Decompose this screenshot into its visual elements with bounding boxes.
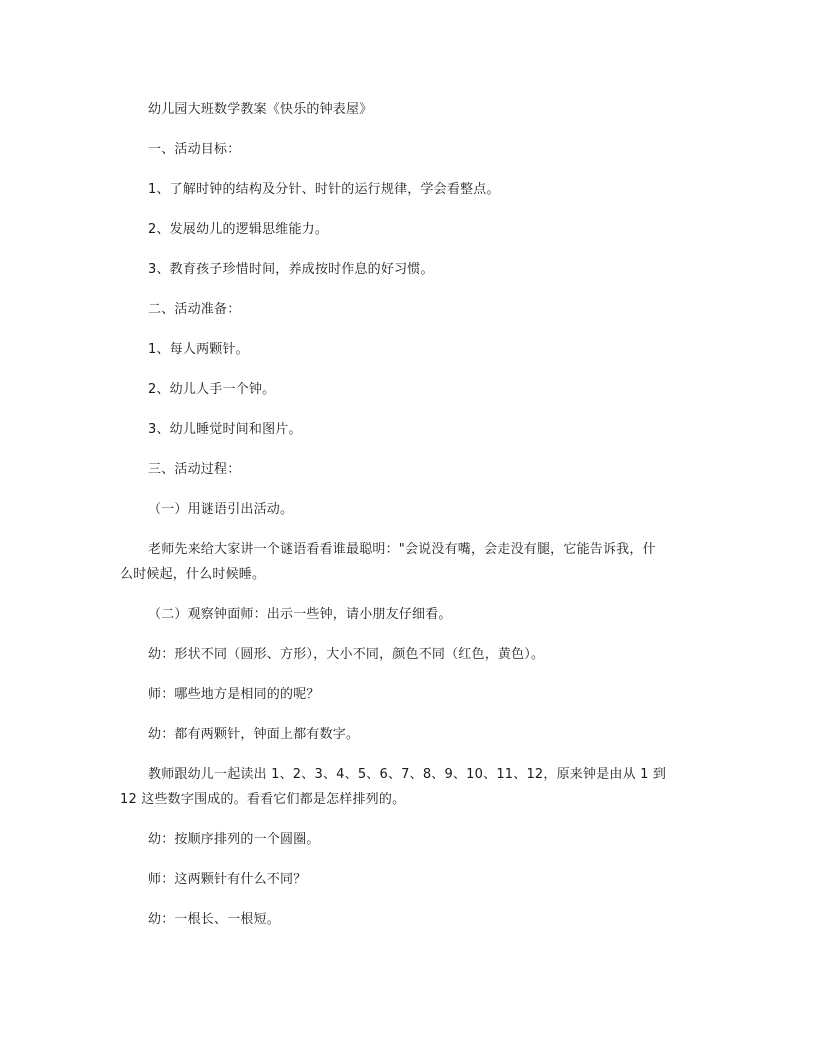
riddle-paragraph-line-2: 么时候起，什么时候睡。 [120,567,266,582]
document-title: 幼儿园大班数学教案《快乐的钟表屋》 [148,102,373,117]
riddle-paragraph-line-1: 老师先来给大家讲一个谜语看看谁最聪明："会说没有嘴，会走没有腿，它能告诉我，什 [148,542,656,557]
dialog-line-4: 幼：按顺序排列的一个圆圈。 [148,832,320,847]
section-heading-goals: 一、活动目标： [148,142,241,157]
numbers-paragraph-line-2: 12 这些数字围成的。看看它们都是怎样排列的。 [120,792,406,807]
dialog-line-2: 师：哪些地方是相同的的呢？ [148,687,320,702]
goal-item-2: 2、发展幼儿的逻辑思维能力。 [148,222,329,237]
step-heading-1: （一）用谜语引出活动。 [148,502,294,517]
prep-item-2: 2、幼儿人手一个钟。 [148,382,276,397]
step-heading-2: （二）观察钟面师：出示一些钟，请小朋友仔细看。 [148,607,452,622]
goal-item-1: 1、了解时钟的结构及分针、时针的运行规律，学会看整点。 [148,182,500,197]
numbers-paragraph-line-1: 教师跟幼儿一起读出 1、2、3、4、5、6、7、8、9、10、11、12，原来钟是由从 1 到 [148,767,667,782]
section-heading-preparation: 二、活动准备： [148,302,241,317]
dialog-line-1: 幼：形状不同（圆形、方形），大小不同，颜色不同（红色，黄色）。 [148,647,545,662]
prep-item-1: 1、每人两颗针。 [148,342,249,357]
dialog-line-3: 幼：都有两颗针，钟面上都有数字。 [148,727,360,742]
prep-item-3: 3、幼儿睡觉时间和图片。 [148,422,302,437]
dialog-line-6: 幼：一根长、一根短。 [148,912,281,927]
goal-item-3: 3、教育孩子珍惜时间，养成按时作息的好习惯。 [148,262,434,277]
dialog-line-5: 师：这两颗针有什么不同？ [148,872,307,887]
section-heading-process: 三、活动过程： [148,462,241,477]
